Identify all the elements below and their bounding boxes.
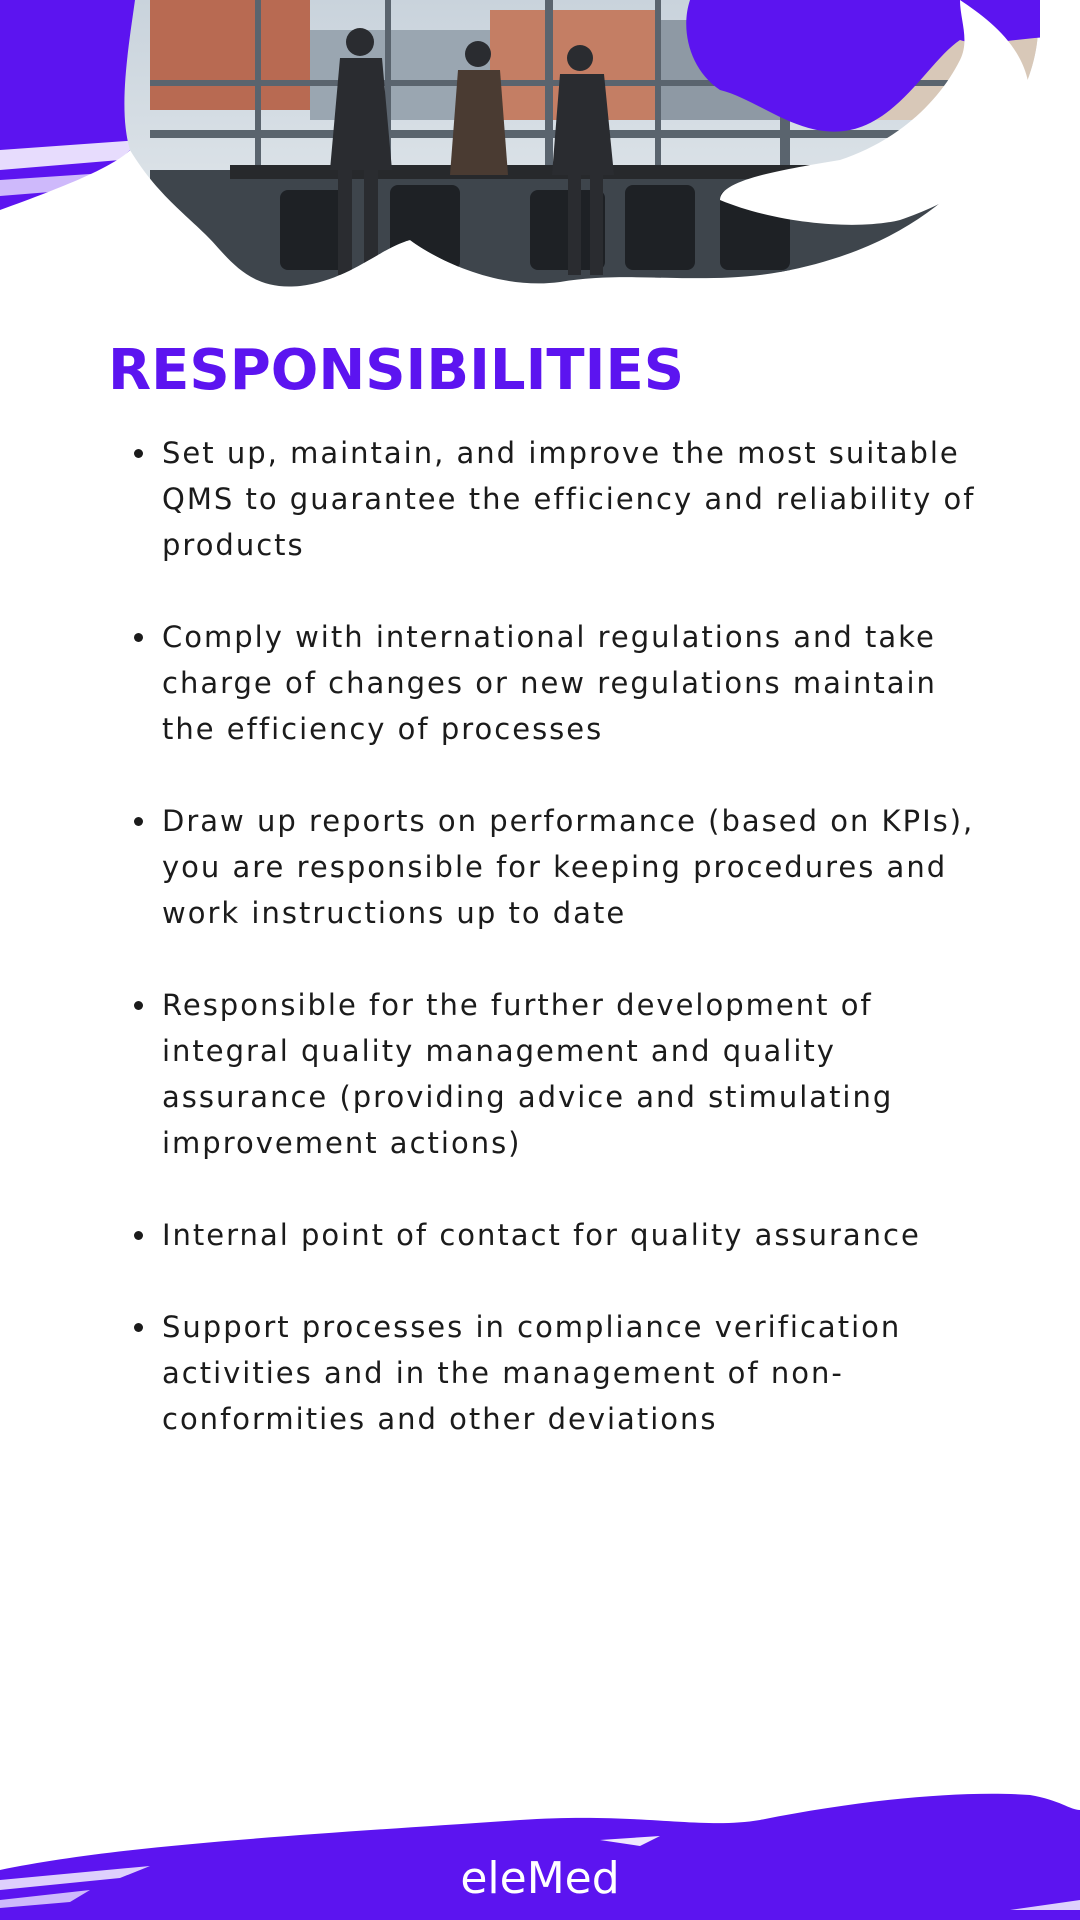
page-title: RESPONSIBILITIES <box>108 338 685 403</box>
list-item-text: Set up, maintain, and improve the most suitable QMS to guarantee the efficiency and reliability of products <box>162 436 976 562</box>
bullet-icon <box>134 817 143 826</box>
list-item <box>162 982 992 1166</box>
bullet-icon <box>134 449 143 458</box>
list-item <box>162 1304 992 1442</box>
bullet-icon <box>134 1001 143 1010</box>
bullet-icon <box>134 1323 143 1332</box>
list-item <box>162 1212 992 1258</box>
bullet-icon <box>134 1231 143 1240</box>
list-item <box>162 798 992 936</box>
responsibilities-list <box>162 430 992 1488</box>
list-item <box>162 430 992 568</box>
list-item-text: Internal point of contact for quality assurance <box>162 1218 921 1252</box>
bullet-icon <box>134 633 143 642</box>
list-item-text: Support processes in compliance verification activities and in the management of non-conformities and other deviations <box>162 1310 902 1436</box>
list-item-text: Comply with international regulations and take charge of changes or new regulations maintain the efficiency of processes <box>162 620 937 746</box>
elemed-logo: eleMed <box>460 1853 620 1904</box>
list-item-text: Draw up reports on performance (based on KPIs), you are responsible for keeping procedures and work instructions up to date <box>162 804 975 930</box>
hero-banner <box>0 0 1080 300</box>
list-item <box>162 614 992 752</box>
list-item-text: Responsible for the further development of integral quality management and quality assurance (providing advice and stimulating improvement actions) <box>162 988 894 1160</box>
